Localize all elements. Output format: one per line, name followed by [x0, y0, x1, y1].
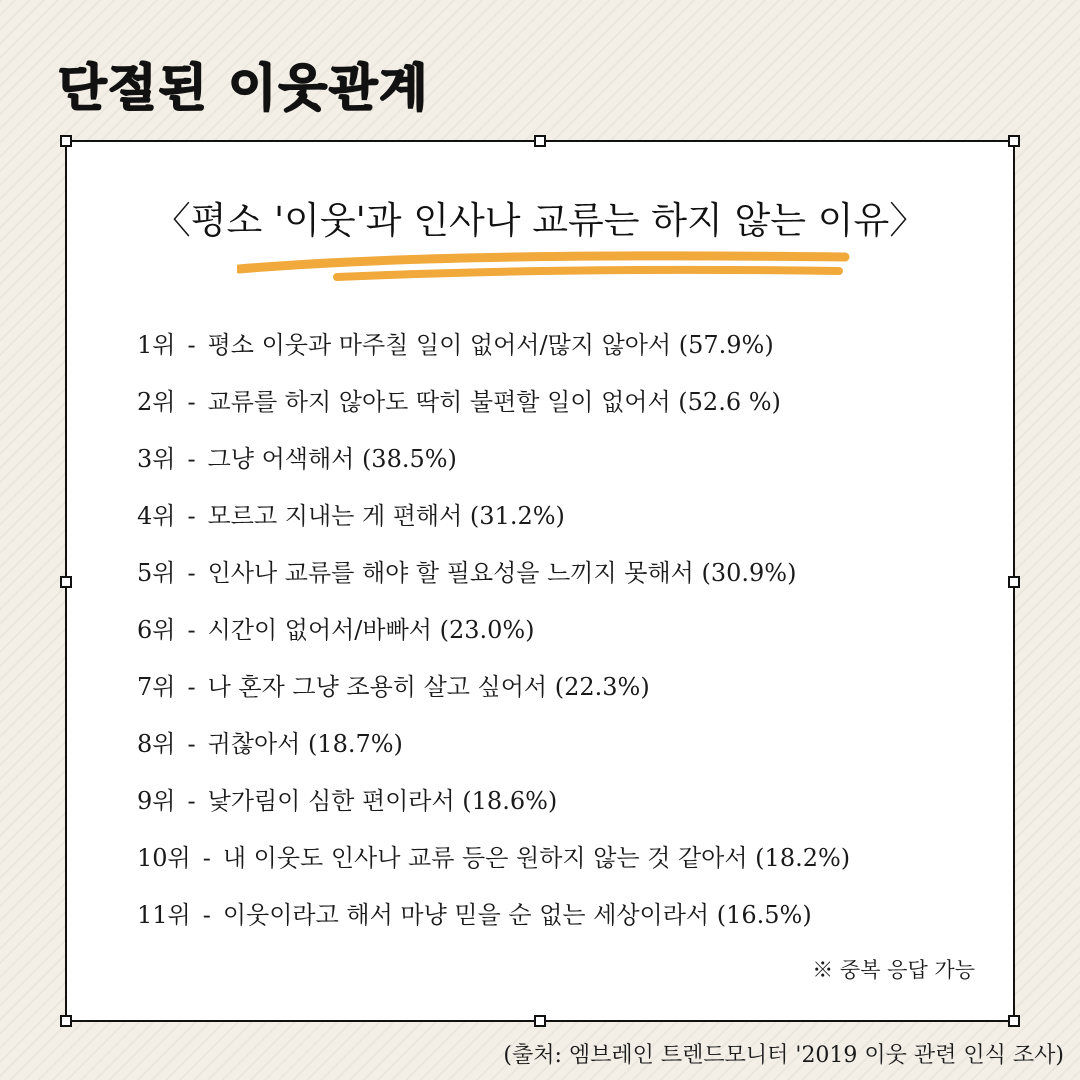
brush-underline-decoration	[237, 247, 857, 287]
resize-handle-bottom-center[interactable]	[534, 1015, 546, 1027]
resize-handle-middle-right[interactable]	[1008, 576, 1020, 588]
list-item	[137, 830, 850, 887]
multiple-response-note: ※ 중복 응답 가능	[812, 958, 975, 982]
rank-label: 4위	[137, 502, 176, 530]
reason-list	[137, 317, 850, 944]
list-item	[137, 317, 850, 374]
list-item	[137, 659, 850, 716]
rank-label: 9위	[137, 787, 176, 815]
reason-text: 이웃이라고 해서 마냥 믿을 순 없는 세상이라서 (16.5%)	[222, 901, 812, 929]
rank-label: 6위	[137, 616, 176, 644]
reason-text: 모르고 지내는 게 편해서 (31.2%)	[207, 502, 565, 530]
list-item	[137, 887, 850, 944]
list-item	[137, 374, 850, 431]
reason-text: 낯가림이 심한 편이라서 (18.6%)	[207, 787, 558, 815]
reason-text: 인사나 교류를 해야 할 필요성을 느끼지 못해서 (30.9%)	[207, 559, 797, 587]
resize-handle-top-left[interactable]	[60, 135, 72, 147]
rank-separator: -	[187, 616, 196, 644]
list-item	[137, 602, 850, 659]
content-frame	[65, 140, 1015, 1022]
rank-label: 2위	[137, 388, 176, 416]
reason-text: 평소 이웃과 마주칠 일이 없어서/많지 않아서 (57.9%)	[207, 331, 774, 359]
rank-separator: -	[187, 559, 196, 587]
reason-text: 나 혼자 그냥 조용히 살고 싶어서 (22.3%)	[207, 673, 650, 701]
rank-label: 5위	[137, 559, 176, 587]
resize-handle-top-right[interactable]	[1008, 135, 1020, 147]
list-item	[137, 431, 850, 488]
list-item	[137, 716, 850, 773]
reason-text: 그냥 어색해서 (38.5%)	[207, 445, 457, 473]
list-item	[137, 773, 850, 830]
source-citation: (출처: 엠브레인 트렌드모니터 '2019 이웃 관련 인식 조사)	[503, 1043, 1064, 1068]
reason-text: 시간이 없어서/바빠서 (23.0%)	[207, 616, 535, 644]
rank-label: 11위	[137, 901, 191, 929]
headline: 단절된 이웃관계	[58, 59, 430, 117]
subtitle: 〈평소 '이웃'과 인사나 교류는 하지 않는 이유〉	[153, 199, 927, 242]
rank-separator: -	[187, 502, 196, 530]
reason-text: 귀찮아서 (18.7%)	[207, 730, 403, 758]
resize-handle-bottom-right[interactable]	[1008, 1015, 1020, 1027]
resize-handle-middle-left[interactable]	[60, 576, 72, 588]
list-item	[137, 488, 850, 545]
rank-separator: -	[187, 331, 196, 359]
resize-handle-bottom-left[interactable]	[60, 1015, 72, 1027]
resize-handle-top-center[interactable]	[534, 135, 546, 147]
rank-label: 3위	[137, 445, 176, 473]
rank-label: 7위	[137, 673, 176, 701]
rank-separator: -	[202, 901, 211, 929]
rank-label: 1위	[137, 331, 176, 359]
rank-label: 10위	[137, 844, 191, 872]
rank-separator: -	[187, 388, 196, 416]
rank-separator: -	[187, 445, 196, 473]
rank-label: 8위	[137, 730, 176, 758]
rank-separator: -	[187, 673, 196, 701]
list-item	[137, 545, 850, 602]
rank-separator: -	[187, 730, 196, 758]
rank-separator: -	[187, 787, 196, 815]
reason-text: 내 이웃도 인사나 교류 등은 원하지 않는 것 같아서 (18.2%)	[222, 844, 851, 872]
rank-separator: -	[202, 844, 211, 872]
reason-text: 교류를 하지 않아도 딱히 불편할 일이 없어서 (52.6 %)	[207, 388, 781, 416]
